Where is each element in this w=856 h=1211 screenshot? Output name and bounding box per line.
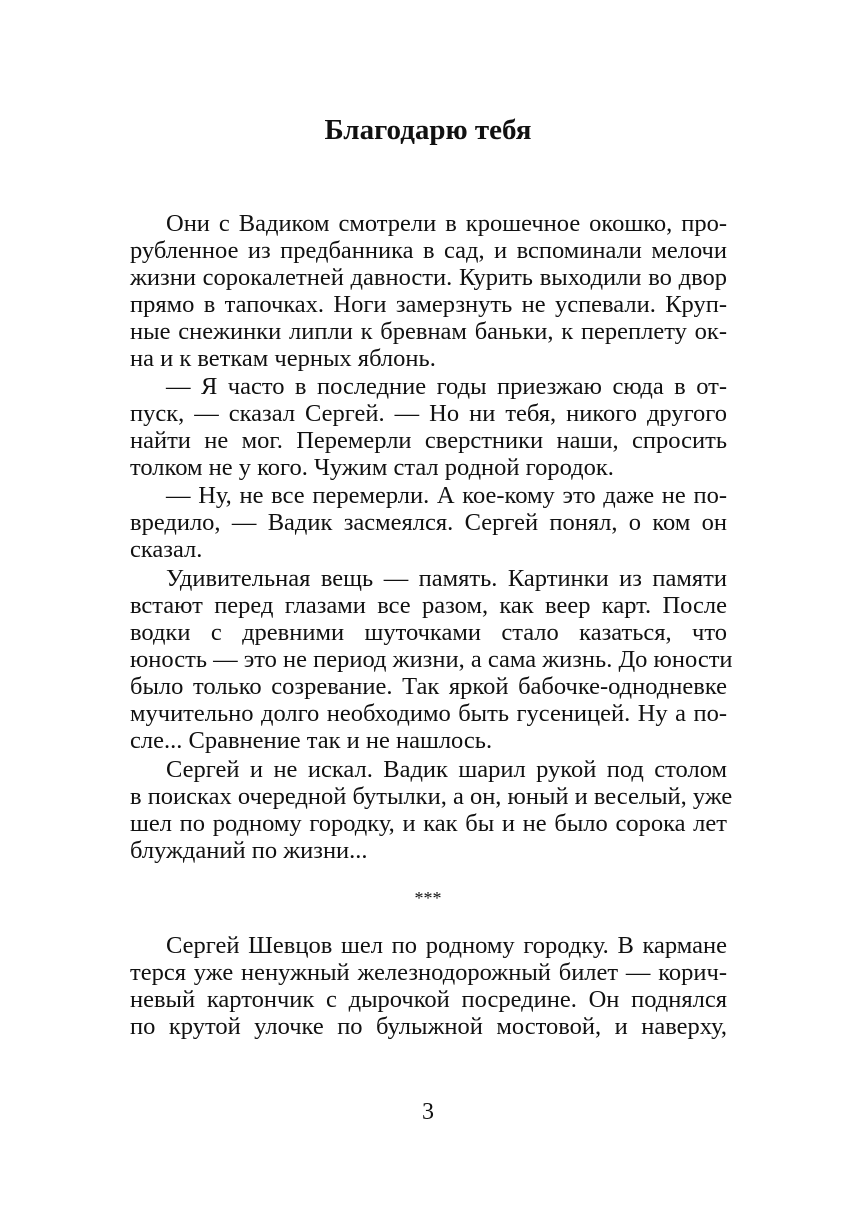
text-line: юность — это не период жизни, а сама жизнь. До юности — [130, 646, 733, 673]
text-line: сказал. — [130, 536, 203, 563]
text-line: шел по родному городку, и как бы и не было сорока лет — [130, 810, 727, 837]
text-line: — Ну, не все перемерли. А кое-кому это даже не по- — [166, 482, 727, 509]
text-line: водки с древними шуточками стало казаться, что — [130, 619, 727, 646]
text-line: сле... Сравнение так и не нашлось. — [130, 727, 493, 754]
text-line: найти не мог. Перемерли сверстники наши, спросить — [130, 427, 727, 454]
text-line: было только созревание. Так яркой бабочке-однодневке — [130, 673, 727, 700]
text-line: встают перед глазами все разом, как веер карт. После — [130, 592, 727, 619]
text-line: пуск, — сказал Сергей. — Но ни тебя, никого другого — [130, 400, 727, 427]
page-number: 3 — [422, 1099, 434, 1125]
text-line: рубленное из предбанника в сад, и вспоминали мелочи — [130, 237, 727, 264]
section-separator: *** — [414, 888, 442, 908]
text-line: вредило, — Вадик засмеялся. Сергей понял, о ком он — [130, 509, 727, 536]
text-line: жизни сорокалетней давности. Курить выходили во двор — [130, 264, 727, 291]
text-line: Удивительная вещь — память. Картинки из памяти — [166, 565, 727, 592]
text-line: на и к веткам черных яблонь. — [130, 345, 436, 372]
text-line: невый картончик с дырочкой посредине. Он поднялся — [130, 986, 727, 1013]
text-line: мучительно долго необходимо быть гусеницей. Ну а по- — [130, 700, 727, 727]
text-line: Сергей Шевцов шел по родному городку. В кармане — [166, 932, 727, 959]
text-line: — Я часто в последние годы приезжаю сюда в от- — [166, 373, 727, 400]
text-line: в поисках очередной бутылки, а он, юный и веселый, уже — [130, 783, 733, 810]
text-line: толком не у кого. Чужим стал родной городок. — [130, 454, 614, 481]
text-line: прямо в тапочках. Ноги замерзнуть не успевали. Круп- — [130, 291, 727, 318]
text-line: Сергей и не искал. Вадик шарил рукой под столом — [166, 756, 727, 783]
text-line: по крутой улочке по булыжной мостовой, и наверху, — [130, 1013, 727, 1040]
text-line: Они с Вадиком смотрели в крошечное окошко, про- — [166, 210, 727, 237]
text-line: блужданий по жизни... — [130, 837, 368, 864]
chapter-title: Благодарю тебя — [324, 114, 532, 146]
text-line: терся уже ненужный железнодорожный билет — корич- — [130, 959, 727, 986]
text-line: ные снежинки липли к бревнам баньки, к переплету ок- — [130, 318, 727, 345]
